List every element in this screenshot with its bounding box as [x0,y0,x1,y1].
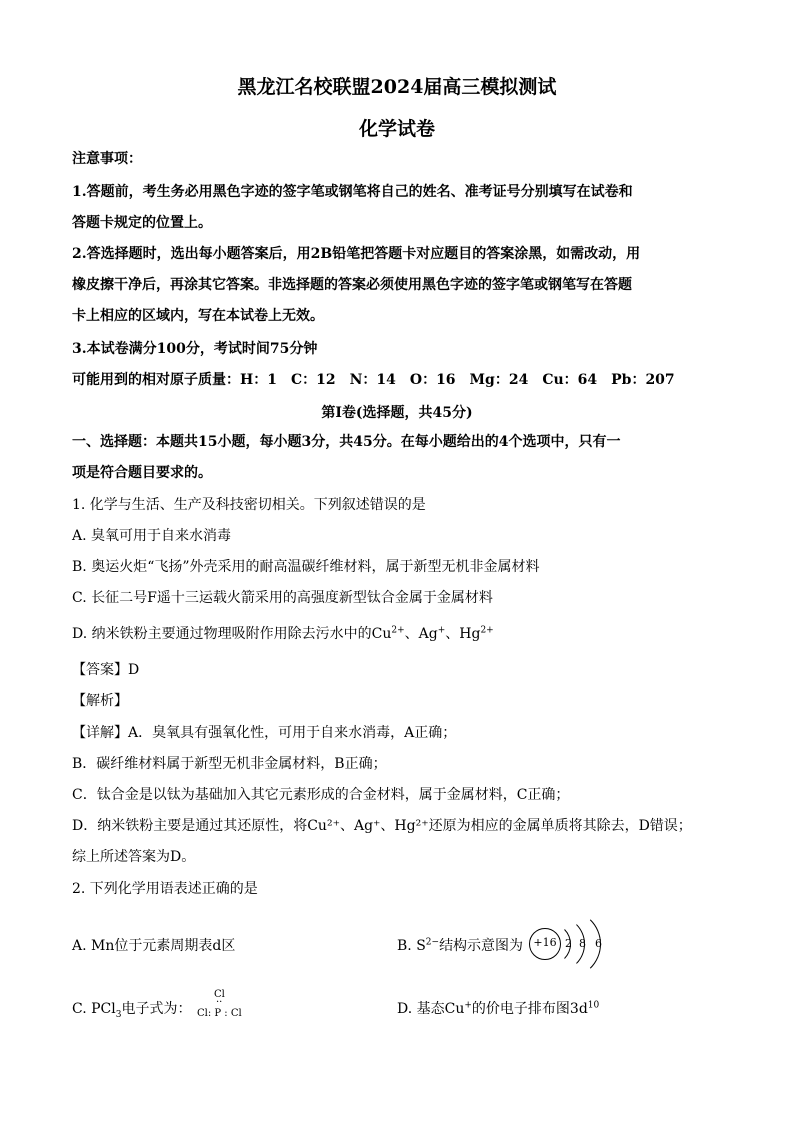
pcl3-bottom-row: Cl: P : Cl [197,1008,242,1019]
part1-instruction-a: 一、选择题：本题共15小题，每小题3分，共45分。在每小题给出的4个选项中，只有一 [72,434,621,450]
q2-option-a: A. Mn位于元素周期表d区 [72,938,236,954]
section-heading: 第Ⅰ卷(选择题，共45分) [321,405,473,421]
q2-stem: 2. 下列化学用语表述正确的是 [72,881,258,897]
shell-electrons-3: 6 [595,937,602,950]
pcl3-lone-pair: ·· [216,997,223,1008]
q1-detail-5: 综上所述答案为D。 [72,849,196,865]
note-1a: 1.答题前，考生务必用黑色字迹的签字笔或钢笔将自己的姓名、准考证号分别填写在试卷和 [72,184,633,200]
q1-analysis-label: 【解析】 [72,693,128,709]
notes-heading: 注意事项： [72,151,142,167]
q1-option-b: B. 奥运火炬“飞扬”外壳采用的耐高温碳纤维材料，属于新型无机非金属材料 [72,559,540,575]
q1-option-c: C. 长征二号F遥十三运载火箭采用的高强度新型钛合金属于金属材料 [72,590,493,606]
sulfur-ion-structure-diagram [527,910,607,980]
atomic-masses: 可能用到的相对原子质量：H：1 C：12 N：14 O：16 Mg：24 Cu：64 Pb：207 [72,372,675,388]
pcl3-electron-formula [197,990,257,1024]
note-3: 3.本试卷满分100分，考试时间75分钟 [72,341,318,357]
exam-subtitle: 化学试卷 [358,118,435,140]
q1-stem: 1. 化学与生活、生产及科技密切相关。下列叙述错误的是 [72,497,426,513]
shell-electrons-1: 2 [565,937,572,950]
q1-detail-2: B．碳纤维材料属于新型无机非金属材料，B正确； [72,756,387,772]
shell-electrons-2: 8 [579,937,586,950]
note-2a: 2.答选择题时，选出每小题答案后，用2B铅笔把答题卡对应题目的答案涂黑，如需改动，用 [72,246,641,262]
q1-option-a: A. 臭氧可用于自来水消毒 [72,528,232,544]
pcl3-top-cl: Cl [214,989,225,1000]
q1-detail-1: 【详解】A．臭氧具有强氧化性，可用于自来水消毒，A正确； [72,725,457,741]
note-2b: 橡皮擦干净后，再涂其它答案。非选择题的答案必须使用黑色字迹的签字笔或钢笔写在答题 [72,277,632,293]
exam-title: 黑龙江名校联盟2024届高三模拟测试 [237,76,557,98]
note-1b: 答题卡规定的位置上。 [72,215,212,231]
nucleus-charge: +16 [533,936,557,949]
q1-detail-4: D．纳米铁粉主要是通过其还原性，将Cu²⁺、Ag⁺、Hg²⁺还原为相应的金属单质将其除去，D错误； [72,818,692,834]
note-2c: 卡上相应的区域内，写在本试卷上无效。 [72,308,324,324]
q1-option-d: D. 纳米铁粉主要通过物理吸附作用除去污水中的$Cu^{2+}$、Ag+、$Hg^{2+}$ [72,625,494,642]
q2-option-b: B. $S^{2-}$结构示意图为 [397,937,524,954]
q1-answer: 【答案】D [72,662,140,678]
part1-instruction-b: 项是符合题目要求的。 [72,465,212,481]
q2-option-c: C. PCl$_3$电子式为： [72,1001,192,1020]
q1-detail-3: C．钛合金是以钛为基础加入其它元素形成的合金材料，属于金属材料，C正确； [72,787,570,803]
q2-option-d: D. 基态Cu+的价电子排布图$3d^{10}$ [397,1000,600,1017]
